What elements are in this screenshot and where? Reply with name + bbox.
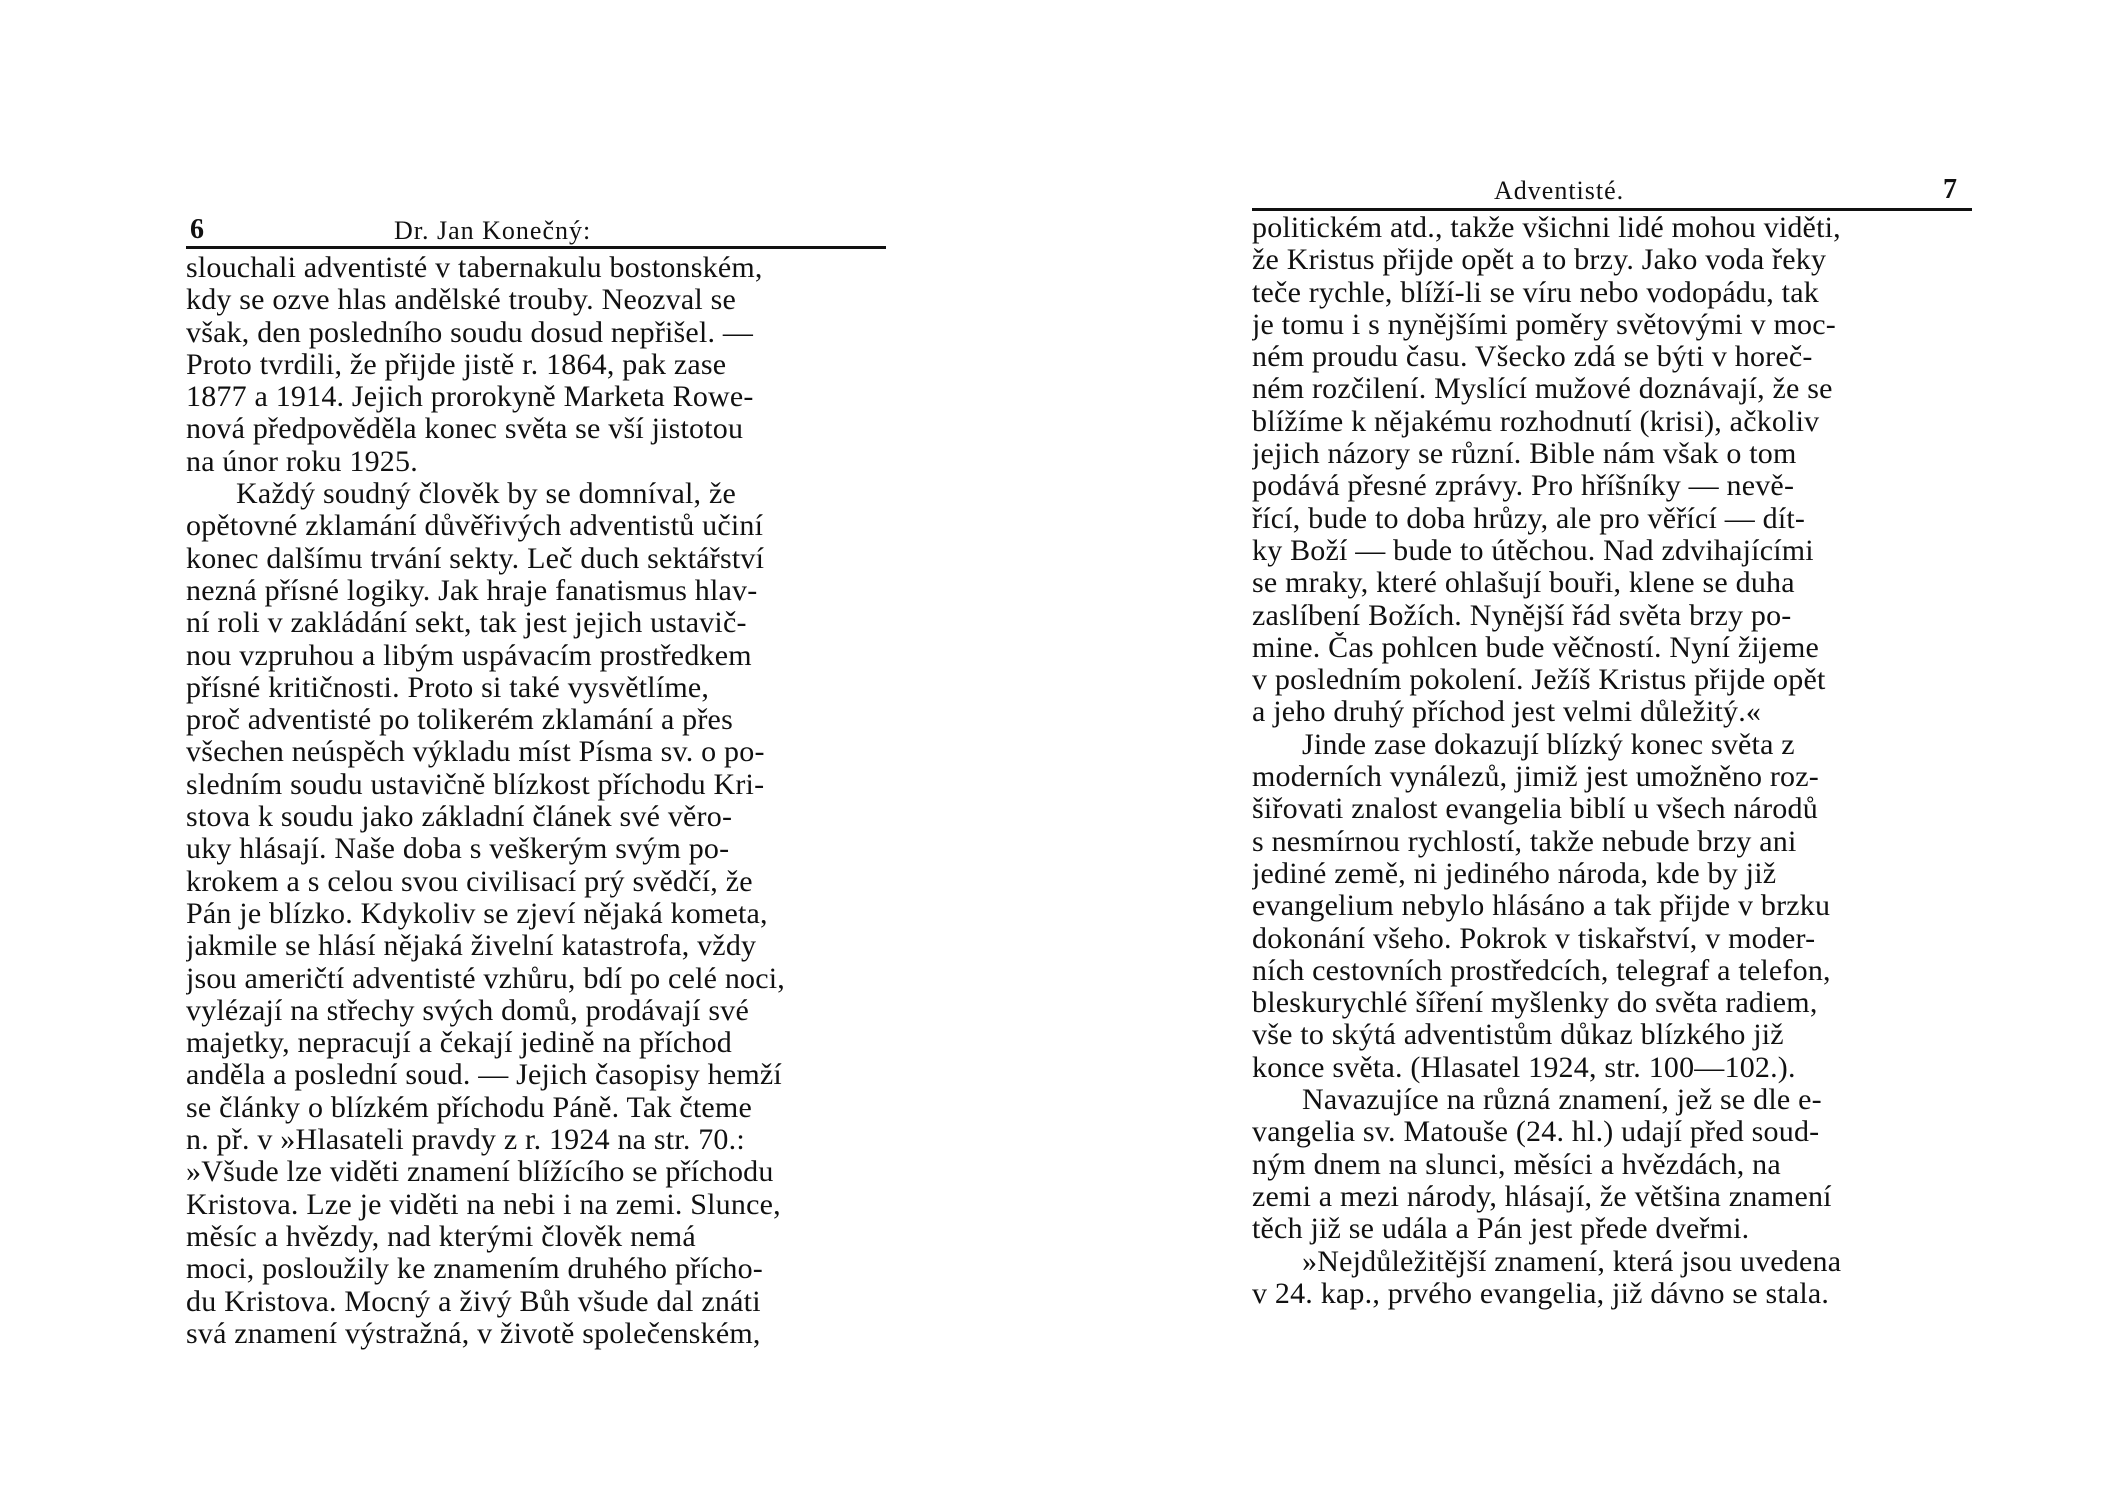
text-line: jakmile se hlásí nějaká živelní katastrofa, vždy [186, 930, 757, 963]
text-line: »Nejdůležitější znamení, která jsou uvedena [1302, 1245, 1842, 1278]
text-line: ném proudu času. Všecko zdá se býti v horeč- [1252, 341, 1813, 374]
text-line: šiřovati znalost evangelia biblí u všech národů [1252, 793, 1818, 826]
text-line: moderních vynálezů, jimiž jest umožněno roz- [1252, 761, 1819, 794]
text-line: měsíc a hvězdy, nad kterými člověk nemá [186, 1220, 696, 1253]
text-line: anděla a poslední soud. — Jejich časopisy hemží [186, 1059, 782, 1092]
text-line: ky Boží — bude to útěchou. Nad zdvihajícími [1252, 534, 1814, 567]
text-line: zaslíbení Božích. Nynější řád světa brzy po- [1252, 599, 1792, 632]
left-running-head: Dr. Jan Konečný: [394, 216, 592, 245]
text-line: v posledním pokolení. Ježíš Kristus přijde opět [1252, 664, 1826, 697]
text-line: ným dnem na slunci, měsíci a hvězdách, na [1252, 1148, 1781, 1181]
text-line: uky hlásají. Naše doba s veškerým svým po- [186, 833, 730, 866]
text-line: a jeho druhý příchod jest velmi důležitý.« [1252, 696, 1762, 729]
left-page-number: 6 [190, 214, 205, 245]
text-line: však, den posledního soudu dosud nepřišel. — [186, 316, 754, 349]
text-line: moci, posloužily ke znamením druhého přícho- [186, 1253, 763, 1286]
right-page-number: 7 [1943, 174, 1958, 205]
text-line: Pán je blízko. Kdykoliv se zjeví nějaká kometa, [186, 897, 768, 930]
text-line: stova k soudu jako základní článek své věro- [186, 801, 733, 834]
text-line: Jinde zase dokazují blízký konec světa z [1302, 728, 1795, 761]
text-line: vše to skýtá adventistům důkaz blízkého již [1252, 1019, 1784, 1052]
text-line: řící, bude to doba hrůzy, ale pro věřící — dít- [1252, 502, 1806, 535]
text-line: opětovné zklamání důvěřivých adventistů učiní [186, 510, 764, 543]
text-line: nová předpověděla konec světa se vší jistotou [186, 413, 744, 446]
text-line: s nesmírnou rychlostí, takže nebude brzy ani [1252, 825, 1797, 858]
text-line: »Všude lze viděti znamení blížícího se příchodu [186, 1156, 774, 1189]
text-line: ních cestovních prostředcích, telegraf a telefon, [1252, 954, 1831, 987]
text-line: těch již se udála a Pán jest přede dveřmi. [1252, 1213, 1750, 1246]
text-line: du Kristova. Mocný a živý Bůh všude dal znáti [186, 1285, 761, 1318]
text-line: vylézají na střechy svých domů, prodávají své [186, 994, 750, 1027]
right-header-rule [1252, 208, 1972, 211]
text-line: jediné země, ni jediného národa, kde by již [1252, 857, 1777, 890]
text-line: majetky, nepracují a čekají jedině na příchod [186, 1027, 732, 1060]
text-line: politickém atd., takže všichni lidé mohou viděti, [1252, 212, 1841, 244]
text-line: Proto tvrdili, že přijde jistě r. 1864, pak zase [186, 348, 727, 381]
text-line: na únor roku 1925. [186, 445, 418, 478]
text-line: se mraky, které ohlašují bouři, klene se duha [1252, 567, 1795, 600]
text-line: Každý soudný člověk by se domníval, že [236, 478, 736, 511]
text-line: dokonání všeho. Pokrok v tiskařství, v moder- [1252, 922, 1816, 955]
text-line: zemi a mezi národy, hlásají, že většina znamení [1252, 1180, 1832, 1213]
text-line: všechen neúspěch výkladu míst Písma sv. o po- [186, 736, 765, 769]
text-line: v 24. kap., prvého evangelia, již dávno se stala. [1252, 1277, 1830, 1310]
right-page-body [1252, 212, 1972, 1310]
text-line: přísné kritičnosti. Proto si také vysvětlíme, [186, 671, 710, 704]
text-line: že Kristus přijde opět a to brzy. Jako voda řeky [1252, 244, 1827, 277]
text-line: jsou američtí adventisté vzhůru, bdí po celé noci, [186, 962, 785, 995]
left-header-rule [186, 246, 886, 249]
text-line: konce světa. (Hlasatel 1924, str. 100—102.). [1252, 1051, 1796, 1084]
text-line: sledním soudu ustavičně blízkost příchodu Kri- [186, 768, 765, 801]
text-line: n. př. v »Hlasateli pravdy z r. 1924 na str. 70.: [186, 1124, 745, 1157]
text-line: svá znamení výstražná, v životě společenském, [186, 1317, 761, 1350]
text-line: kdy se ozve hlas andělské trouby. Neozval se [186, 284, 737, 317]
right-running-head: Adventisté. [1494, 176, 1625, 205]
text-line: blížíme k nějakému rozhodnutí (krisi), ačkoliv [1252, 405, 1820, 438]
text-line: 1877 a 1914. Jejich prorokyně Marketa Rowe- [186, 381, 754, 414]
text-line: teče rychle, blíží-li se víru nebo vodopádu, tak [1252, 276, 1819, 309]
text-line: nou vzpruhou a libým uspávacím prostředkem [186, 639, 752, 672]
text-line: krokem a s celou svou civilisací prý svědčí, že [186, 865, 753, 898]
text-line: konec dalšímu trvání sekty. Leč duch sektářství [186, 542, 765, 575]
text-line: ném rozčilení. Myslící mužové doznávají, že se [1252, 373, 1833, 406]
text-line: bleskurychlé šíření myšlenky do světa radiem, [1252, 987, 1818, 1020]
text-line: Navazujíce na různá znamení, jež se dle e- [1302, 1084, 1822, 1117]
text-line: podává přesné zprávy. Pro hříšníky — nevě- [1252, 470, 1795, 503]
text-line: Kristova. Lze je viděti na nebi i na zemi. Slunce, [186, 1188, 781, 1221]
text-line: se články o blízkém příchodu Páně. Tak čteme [186, 1091, 752, 1124]
text-line: vangelia sv. Matouše (24. hl.) udají před soud- [1252, 1116, 1820, 1149]
text-line: slouchali adventisté v tabernakulu bostonském, [186, 252, 763, 284]
text-line: je tomu i s nynějšími poměry světovými v moc- [1252, 308, 1836, 341]
text-line: ní roli v zakládání sekt, tak jest jejich ustavič- [186, 607, 747, 640]
text-line: proč adventisté po tolikerém zklamání a přes [186, 704, 733, 737]
text-line: mine. Čas pohlcen bude věčností. Nyní žijeme [1252, 631, 1819, 664]
text-line: nezná přísné logiky. Jak hraje fanatismus hlav- [186, 574, 758, 607]
text-line: jejich názory se různí. Bible nám však o tom [1252, 438, 1797, 471]
text-line: evangelium nebylo hlásáno a tak přijde v brzku [1252, 890, 1831, 923]
left-page-body [186, 252, 886, 1350]
